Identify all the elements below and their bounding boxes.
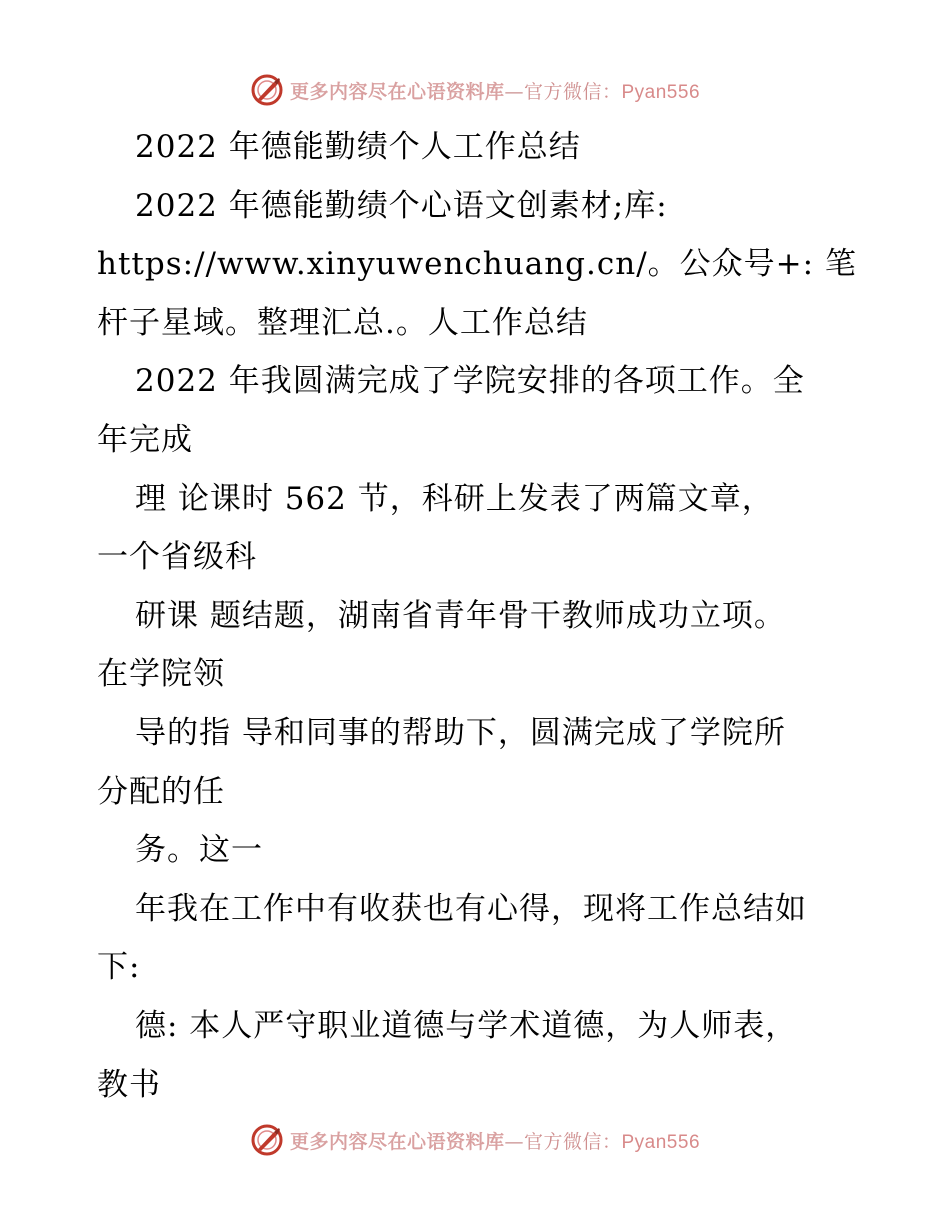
doc-line: 下: — [97, 949, 141, 986]
logo-icon — [250, 73, 284, 107]
doc-line: 德: 本人严守职业道德与学术道德，为人师表， — [135, 1007, 798, 1044]
banner-text — [290, 1127, 700, 1154]
banner-wechat-label: 官方微信： — [523, 1130, 622, 1153]
footer-banner — [0, 1120, 950, 1160]
banner-text — [290, 77, 700, 104]
logo-icon — [250, 1123, 284, 1157]
doc-line: 2022 年我圆满完成了学院安排的各项工作。全 — [135, 363, 805, 400]
doc-line: 理 论课时 562 节，科研上发表了两篇文章， — [135, 480, 774, 517]
doc-line: 研课 题结题，湖南省青年骨干教师成功立项。 — [135, 597, 786, 634]
banner-main-text: 更多内容尽在心语资料库 — [289, 80, 505, 103]
doc-line: 杆子星域。整理汇总.。人工作总结 — [97, 304, 588, 341]
doc-line: 2022 年德能勤绩个心语文创素材;库: — [135, 187, 668, 224]
doc-line: 在学院领 — [97, 656, 225, 693]
doc-line: 务。这一 — [135, 832, 263, 869]
doc-line: 导的指 导和同事的帮助下，圆满完成了学院所 — [135, 714, 786, 751]
banner-wechat-id: Pyan556 — [621, 81, 701, 103]
doc-line: 教书 — [97, 1066, 161, 1103]
doc-line: 年我在工作中有收获也有心得，现将工作总结如 — [135, 890, 807, 927]
banner-separator: — — [504, 80, 524, 103]
doc-line: 分配的任 — [97, 773, 225, 810]
doc-line: 一个省级科 — [97, 539, 257, 576]
banner-wechat-id: Pyan556 — [621, 1131, 701, 1153]
banner-separator: — — [504, 1130, 524, 1153]
doc-line: 2022 年德能勤绩个人工作总结 — [135, 129, 581, 165]
header-banner — [0, 70, 950, 110]
banner-wechat-label: 官方微信： — [523, 80, 622, 103]
doc-line: https://www.xinyuwenchuang.cn/。公众号+: 笔 — [97, 246, 857, 283]
document-body — [97, 118, 857, 1114]
banner-main-text: 更多内容尽在心语资料库 — [289, 1130, 505, 1153]
doc-line: 年完成 — [97, 421, 193, 458]
